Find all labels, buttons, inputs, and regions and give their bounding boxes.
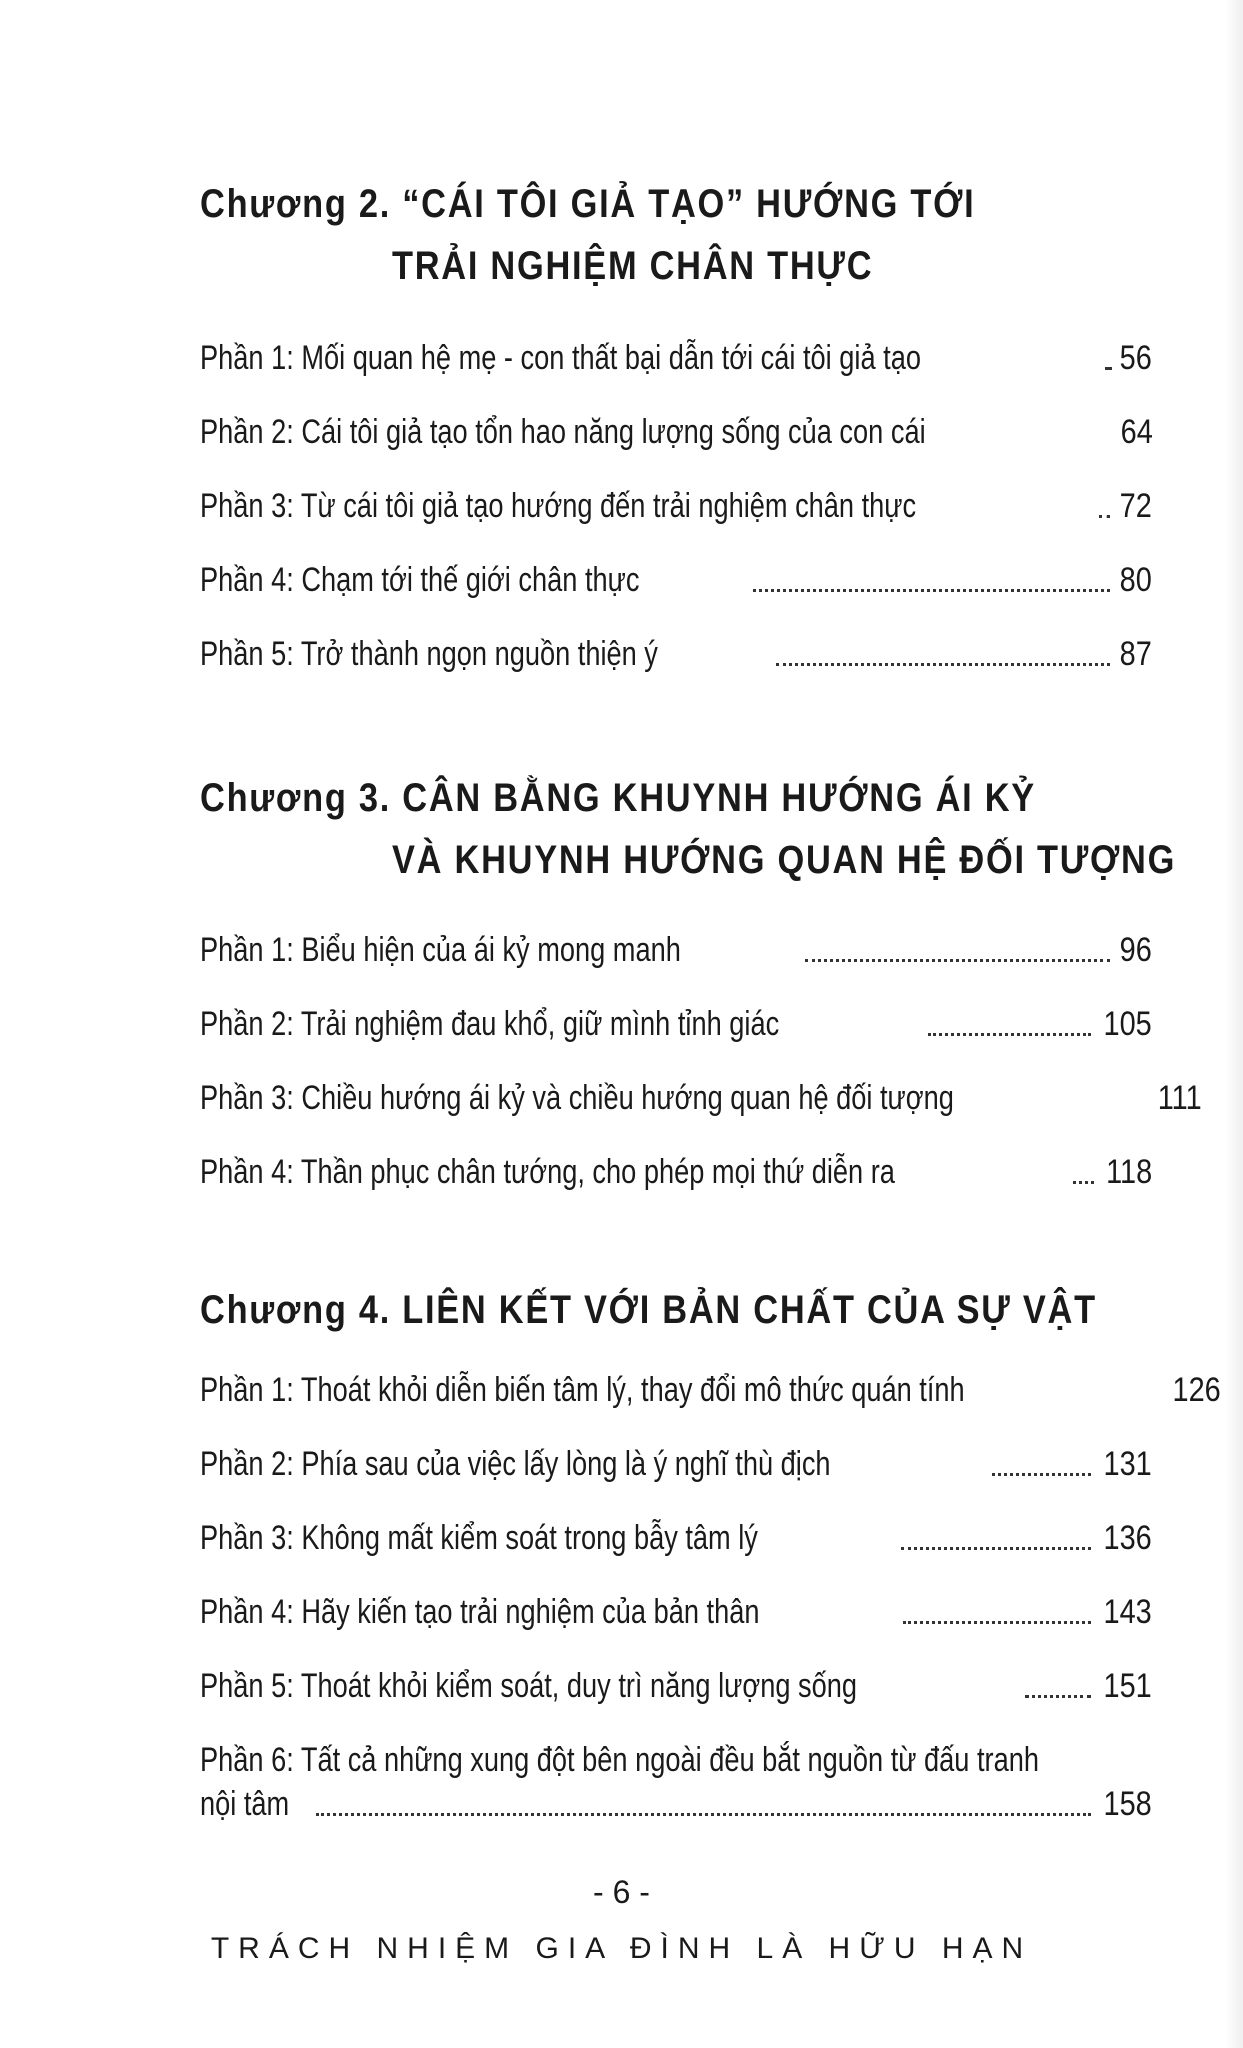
toc-entry-title: nội tâm <box>200 1785 290 1823</box>
dot-leader <box>1025 1695 1091 1698</box>
dot-leader <box>1105 367 1110 370</box>
toc-entry[interactable] <box>200 928 1152 972</box>
toc-entry-page: 158 <box>1103 1785 1152 1823</box>
toc-entry-title: Phần 3: Từ cái tôi giả tạo hướng đến trải nghiệm chân thực <box>200 487 917 525</box>
dot-leader <box>805 959 1110 962</box>
page-number: - 6 - <box>593 1874 650 1910</box>
toc-entry-page: 87 <box>1119 635 1152 673</box>
toc-entry-page: 143 <box>1103 1593 1152 1631</box>
toc-entry-page: 80 <box>1119 561 1152 599</box>
toc-entry[interactable] <box>200 336 1152 380</box>
toc-entry-title: Phần 3: Không mất kiểm soát trong bẫy tâm lý <box>200 1519 758 1557</box>
toc-entry-title: Phần 1: Biểu hiện của ái kỷ mong manh <box>200 931 681 969</box>
dot-leader <box>316 1813 1092 1816</box>
toc-entry[interactable] <box>200 632 1152 676</box>
dot-leader <box>776 663 1110 666</box>
toc-entry[interactable] <box>200 1150 1152 1194</box>
toc-entry[interactable] <box>200 1076 1203 1120</box>
toc-entry-title: Phần 4: Thần phục chân tướng, cho phép mọi thứ diễn ra <box>200 1153 895 1191</box>
toc-entry-page: 56 <box>1119 339 1152 377</box>
chapter-3-heading-line-1: Chương 3. CÂN BẰNG KHUYNH HƯỚNG ÁI KỶ <box>200 776 1036 820</box>
toc-entry-title: Phần 4: Hãy kiến tạo trải nghiệm của bản thân <box>200 1593 760 1631</box>
dot-leader <box>903 1621 1091 1624</box>
toc-entry-page: 111 <box>1158 1079 1203 1117</box>
chapter-3-heading-line-2: VÀ KHUYNH HƯỚNG QUAN HỆ ĐỐI TƯỢNG <box>392 838 1177 882</box>
dot-leader <box>1099 515 1110 518</box>
toc-entry-title: Phần 3: Chiều hướng ái kỷ và chiều hướng quan hệ đối tượng <box>200 1079 954 1117</box>
toc-entry-title: Phần 1: Mối quan hệ mẹ - con thất bại dẫn tới cái tôi giả tạo <box>200 339 921 377</box>
toc-entry-page: 72 <box>1119 487 1152 525</box>
dot-leader <box>901 1547 1091 1550</box>
toc-entry-title: Phần 2: Trải nghiệm đau khổ, giữ mình tỉnh giác <box>200 1005 780 1043</box>
toc-entry[interactable] <box>200 1590 1152 1634</box>
toc-entry-title-line-1 <box>200 1738 1152 1782</box>
toc-entry[interactable] <box>200 1368 1221 1412</box>
toc-entry-title: Phần 2: Cái tôi giả tạo tổn hao năng lượng sống của con cái <box>200 413 926 451</box>
toc-entry-title: Phần 2: Phía sau của việc lấy lòng là ý nghĩ thù địch <box>200 1445 831 1483</box>
toc-entry-page: 131 <box>1103 1445 1152 1483</box>
dot-leader <box>992 1473 1091 1476</box>
toc-entry-page: 96 <box>1119 931 1152 969</box>
toc-entry[interactable] <box>200 484 1152 528</box>
toc-entry[interactable] <box>200 1442 1152 1486</box>
chapter-4-heading: Chương 4. LIÊN KẾT VỚI BẢN CHẤT CỦA SỰ VẬT <box>200 1288 1097 1332</box>
toc-entry[interactable] <box>200 410 1152 454</box>
toc-entry-page: 118 <box>1105 1153 1152 1191</box>
toc-entry-title: Phần 5: Thoát khỏi kiểm soát, duy trì năng lượng sống <box>200 1667 857 1705</box>
dot-leader <box>753 589 1110 592</box>
dot-leader <box>928 1033 1091 1036</box>
toc-entry[interactable] <box>200 1516 1152 1560</box>
toc-entry-page: 126 <box>1172 1371 1221 1409</box>
toc-entry-page: 151 <box>1103 1667 1152 1705</box>
toc-entry-page: 64 <box>1120 413 1153 451</box>
toc-entry[interactable] <box>200 1664 1152 1708</box>
toc-entry-title: Phần 1: Thoát khỏi diễn biến tâm lý, thay đổi mô thức quán tính <box>200 1371 965 1409</box>
toc-entry[interactable] <box>200 1782 1152 1826</box>
chapter-2-heading-line-1: Chương 2. “CÁI TÔI GIẢ TẠO” HƯỚNG TỚI <box>200 182 976 226</box>
toc-entry-page: 105 <box>1103 1005 1152 1043</box>
chapter-2-heading-line-2: TRẢI NGHIỆM CHÂN THỰC <box>392 244 874 288</box>
toc-entry-title: Phần 4: Chạm tới thế giới chân thực <box>200 561 640 599</box>
toc-entry[interactable] <box>200 558 1152 602</box>
dot-leader <box>1073 1181 1094 1184</box>
toc-entry-page: 136 <box>1103 1519 1152 1557</box>
toc-entry[interactable] <box>200 1002 1152 1046</box>
running-footer-book-title: TRÁCH NHIỆM GIA ĐÌNH LÀ HỮU HẠN <box>210 1932 1033 1965</box>
page-edge-shadow <box>1225 0 1243 2048</box>
toc-entry-title: Phần 5: Trở thành ngọn nguồn thiện ý <box>200 635 658 673</box>
toc-entry-title-first-line: Phần 6: Tất cả những xung đột bên ngoài đều bắt nguồn từ đấu tranh <box>200 1741 1039 1779</box>
